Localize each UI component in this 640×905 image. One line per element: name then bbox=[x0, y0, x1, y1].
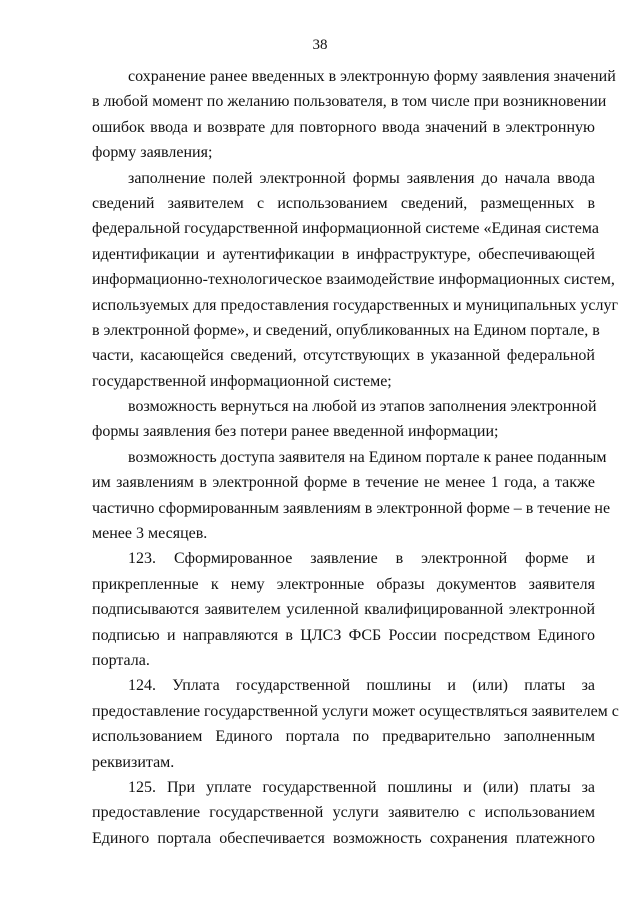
paragraph bbox=[92, 64, 616, 166]
text-line: им заявлениям в электронной форме в течение не менее 1 года, а также bbox=[92, 474, 595, 492]
text-line: портала. bbox=[92, 651, 150, 669]
text-line: менее 3 месяцев. bbox=[92, 525, 208, 543]
text-line: сохранение ранее введенных в электронную форму заявления значений bbox=[128, 68, 616, 85]
text-line: используемых для предоставления государственных и муниципальных услуг bbox=[92, 296, 619, 314]
text-line: 124. Уплата государственной пошлины и (или) платы за bbox=[128, 677, 595, 695]
text-line: частично сформированным заявлениям в электронной форме – в течение не bbox=[92, 499, 611, 517]
text-line: возможность вернуться на любой из этапов заполнения электронной bbox=[128, 398, 597, 416]
text-line: информационно-технологическое взаимодействие информационных систем, bbox=[92, 271, 615, 289]
text-line: федеральной государственной информационной системе «Единая система bbox=[92, 220, 599, 238]
text-line: подписью и направляются в ЦЛСЗ ФСБ России посредством Единого bbox=[92, 626, 595, 644]
text-line: использованием Единого портала по предварительно заполненным bbox=[92, 728, 595, 746]
text-line: реквизитам. bbox=[92, 753, 175, 771]
text-line: предоставление государственной услуги заявителю с использованием bbox=[92, 804, 595, 822]
paragraph bbox=[92, 546, 595, 673]
paragraph bbox=[92, 394, 595, 445]
text-line: части, касающейся сведений, отсутствующих в указанной федеральной bbox=[92, 347, 595, 365]
text-line: формы заявления без потери ранее введенной информации; bbox=[92, 423, 499, 441]
text-line: предоставление государственной услуги может осуществляться заявителем с bbox=[92, 702, 619, 720]
text-line: государственной информационной системе; bbox=[92, 372, 392, 390]
text-line: заполнение полей электронной формы заявления до начала ввода bbox=[128, 169, 595, 187]
text-line: идентификации и аутентификации в инфраструктуре, обеспечивающей bbox=[92, 245, 595, 263]
paragraph bbox=[92, 673, 619, 775]
text-line: Единого портала обеспечивается возможность сохранения платежного bbox=[92, 829, 595, 847]
text-line: 123. Сформированное заявление в электронной форме и bbox=[128, 550, 595, 568]
text-line: форму заявления; bbox=[92, 144, 213, 162]
page-number: 38 bbox=[312, 37, 328, 53]
text-line: ошибок ввода и возврате для повторного ввода значений в электронную bbox=[92, 118, 595, 136]
paragraph bbox=[92, 775, 595, 851]
text-line: сведений заявителем с использованием сведений, размещенных в bbox=[92, 194, 595, 212]
document-body bbox=[92, 64, 619, 851]
text-line: возможность доступа заявителя на Едином портале к ранее поданным bbox=[128, 448, 607, 466]
text-line: подписываются заявителем усиленной квалифицированной электронной bbox=[92, 601, 595, 619]
paragraph bbox=[92, 445, 611, 547]
text-line: в электронной форме», и сведений, опубликованных на Едином портале, в bbox=[92, 321, 600, 339]
paragraph bbox=[92, 166, 619, 395]
text-line: 125. При уплате государственной пошлины и (или) платы за bbox=[128, 778, 595, 796]
text-line: прикрепленные к нему электронные образы документов заявителя bbox=[92, 575, 595, 593]
text-line: в любой момент по желанию пользователя, в том числе при возникновении bbox=[92, 93, 607, 111]
